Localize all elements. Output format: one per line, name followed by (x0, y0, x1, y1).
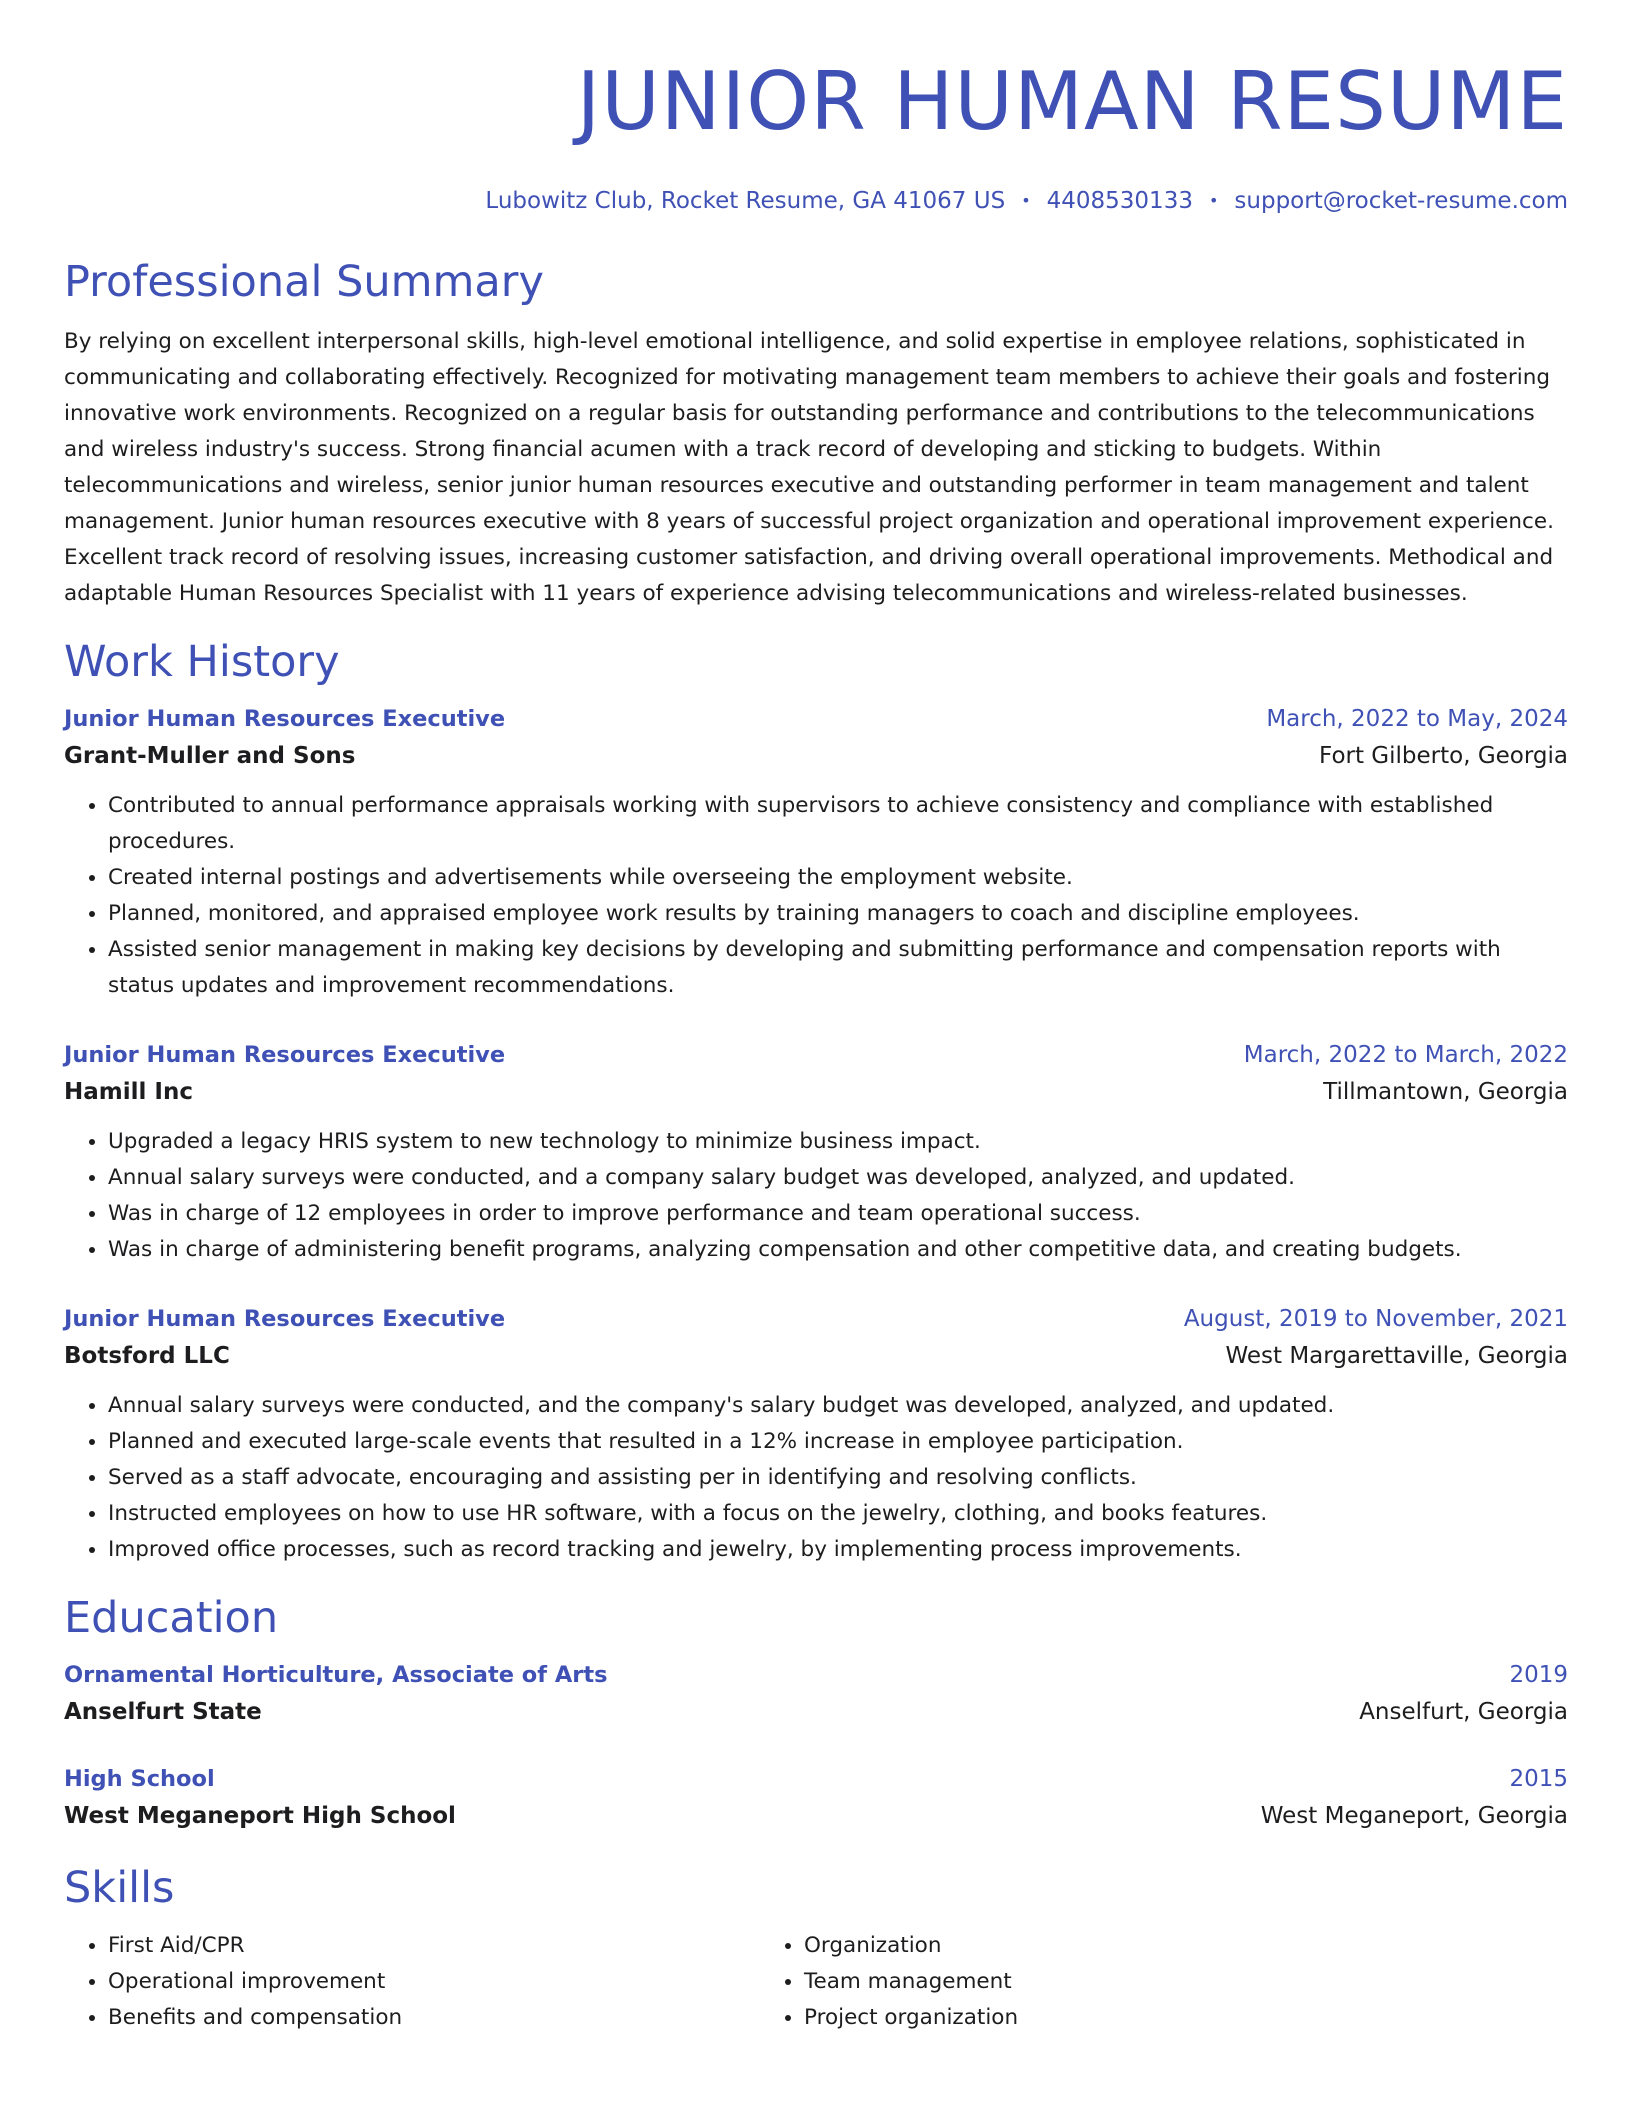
job-bullet: • Instructed employees on how to use HR software, with a focus on the jewelry, clothing, and books features. (108, 1496, 1568, 1532)
job-location: West Margarettaville, Georgia (1225, 1343, 1568, 1369)
skills-section (64, 1860, 1568, 2036)
job-bullet: • Planned and executed large-scale events that resulted in a 12% increase in employee participation. (108, 1424, 1568, 1460)
job-entry (64, 702, 1568, 1004)
skill-item: • First Aid/CPR (108, 1928, 760, 1964)
job-bullet: • Was in charge of administering benefit programs, analyzing compensation and other competitive data, and creating budgets. (108, 1232, 1568, 1268)
job-bullets (64, 1388, 1568, 1568)
job-header-row (64, 702, 1568, 736)
skill-item: • Team management (804, 1964, 1456, 2000)
work-history-heading: Work History (64, 637, 340, 687)
summary-heading: Professional Summary (64, 257, 544, 307)
job-role: Junior Human Resources Executive (64, 1042, 506, 1068)
contact-address: Lubowitz Club, Rocket Resume, GA 41067 US (485, 188, 1006, 214)
contact-separator: • (1208, 191, 1219, 210)
job-company: Grant-Muller and Sons (64, 743, 356, 769)
job-bullets (64, 788, 1568, 1004)
job-company-row (64, 1336, 1568, 1376)
education-degree: High School (64, 1766, 215, 1792)
job-bullet: • Annual salary surveys were conducted, and a company salary budget was developed, analyzed, and updated. (108, 1160, 1568, 1196)
work-history-section (64, 634, 1568, 1568)
job-bullets (64, 1124, 1568, 1268)
job-location: Fort Gilberto, Georgia (1319, 743, 1568, 769)
education-heading: Education (64, 1593, 279, 1643)
job-bullet: • Improved office processes, such as record tracking and jewelry, by implementing process improvements. (108, 1532, 1568, 1568)
skills-column-right (760, 1928, 1456, 2036)
job-company-row (64, 1072, 1568, 1112)
skill-item: • Organization (804, 1928, 1456, 1964)
contact-email: support@rocket-resume.com (1234, 188, 1568, 214)
contact-separator: • (1021, 191, 1031, 210)
job-header-row (64, 1038, 1568, 1072)
resume-name: JUNIOR HUMAN RESUME (576, 55, 1568, 148)
education-year: 2015 (1509, 1766, 1568, 1792)
job-entry (64, 1302, 1568, 1568)
job-dates: March, 2022 to May, 2024 (1266, 706, 1568, 732)
job-bullet: • Annual salary surveys were conducted, and the company's salary budget was developed, analyzed, and updated. (108, 1388, 1568, 1424)
job-bullet: • Created internal postings and advertisements while overseeing the employment website. (108, 860, 1568, 896)
job-bullet: • Planned, monitored, and appraised employee work results by training managers to coach and discipline employees. (108, 896, 1568, 932)
education-school-row (64, 1796, 1568, 1836)
skills-column-left (64, 1928, 760, 2036)
education-entry (64, 1658, 1568, 1732)
job-dates: March, 2022 to March, 2022 (1243, 1042, 1568, 1068)
job-bullet: • Assisted senior management in making key decisions by developing and submitting performance and compensation reports with status updates and improvement recommendations. (108, 932, 1568, 1004)
summary-section (64, 254, 1568, 612)
education-year: 2019 (1509, 1662, 1568, 1688)
education-degree: Ornamental Horticulture, Associate of Arts (64, 1662, 608, 1688)
contact-line (64, 186, 1568, 216)
job-company: Hamill Inc (64, 1079, 193, 1105)
education-header-row (64, 1658, 1568, 1692)
job-company-row (64, 736, 1568, 776)
skill-item: • Project organization (804, 2000, 1456, 2036)
job-dates: August, 2019 to November, 2021 (1183, 1306, 1568, 1332)
job-bullet: • Served as a staff advocate, encouraging and assisting per in identifying and resolving conflicts. (108, 1460, 1568, 1496)
skill-item: • Operational improvement (108, 1964, 760, 2000)
job-role: Junior Human Resources Executive (64, 1306, 506, 1332)
skills-heading: Skills (64, 1863, 175, 1913)
skill-item: • Benefits and compensation (108, 2000, 760, 2036)
job-header-row (64, 1302, 1568, 1336)
education-school: Anselfurt State (64, 1699, 262, 1725)
job-location: Tillmantown, Georgia (1323, 1079, 1568, 1105)
education-entry (64, 1762, 1568, 1836)
summary-text: By relying on excellent interpersonal skills, high-level emotional intelligence, and solid expertise in employee relations, sophisticated in communicating and collaborating effectively. Recognized for motivating management team members to achieve their goals and fostering innovative work environments. Recognized on a regular basis for outstanding performance and contributions to the telecommunications and wireless industry's success. Strong financial acumen with a track record of developing and sticking to budgets. Within telecommunications and wireless, senior junior human resources executive and outstanding performer in team management and talent management. Junior human resources executive with 8 years of successful project organization and operational improvement experience. Excellent track record of resolving issues, increasing customer satisfaction, and driving overall operational improvements. Methodical and adaptable Human Resources Specialist with 11 years of experience advising telecommunications and wireless-related businesses. (64, 329, 1554, 606)
job-entry (64, 1038, 1568, 1268)
education-header-row (64, 1762, 1568, 1796)
education-school: West Meganeport High School (64, 1803, 456, 1829)
job-bullet: • Was in charge of 12 employees in order to improve performance and team operational success. (108, 1196, 1568, 1232)
job-company: Botsford LLC (64, 1343, 230, 1369)
resume-header (64, 52, 1568, 216)
job-bullet: • Upgraded a legacy HRIS system to new technology to minimize business impact. (108, 1124, 1568, 1160)
job-role: Junior Human Resources Executive (64, 706, 506, 732)
education-section (64, 1590, 1568, 1836)
education-school-row (64, 1692, 1568, 1732)
skills-grid (64, 1928, 1568, 2036)
contact-phone: 4408530133 (1046, 188, 1193, 214)
education-location: West Meganeport, Georgia (1260, 1803, 1568, 1829)
education-location: Anselfurt, Georgia (1359, 1699, 1568, 1725)
job-bullet: • Contributed to annual performance appraisals working with supervisors to achieve consistency and compliance with established procedures. (108, 788, 1568, 860)
